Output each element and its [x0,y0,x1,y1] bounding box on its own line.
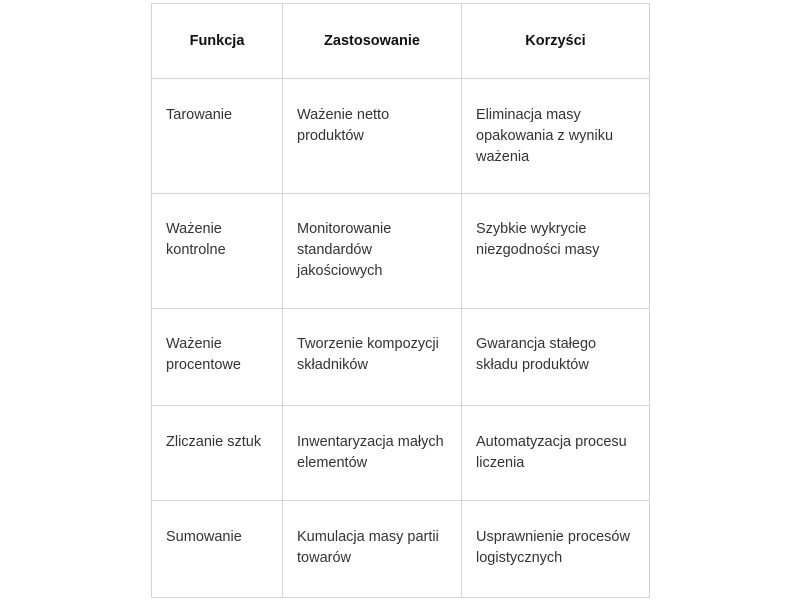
cell-function: Ważenie procentowe [152,309,283,406]
cell-function: Sumowanie [152,501,283,598]
cell-benefit: Automatyzacja procesu liczenia [462,406,650,501]
cell-application: Inwentaryzacja małych elementów [283,406,462,501]
cell-benefit: Eliminacja masy opakowania z wyniku ważenia [462,79,650,194]
cell-application: Ważenie netto produktów [283,79,462,194]
cell-function: Ważenie kontrolne [152,194,283,309]
table-row [152,309,650,406]
cell-application: Monitorowanie standardów jakościowych [283,194,462,309]
table-row [152,194,650,309]
cell-application: Kumulacja masy partii towarów [283,501,462,598]
cell-benefit: Szybkie wykrycie niezgodności masy [462,194,650,309]
table-row [152,406,650,501]
cell-benefit: Usprawnienie procesów logistycznych [462,501,650,598]
header-korzysci: Korzyści [462,4,650,79]
cell-function: Zliczanie sztuk [152,406,283,501]
cell-function: Tarowanie [152,79,283,194]
header-zastosowanie: Zastosowanie [283,4,462,79]
feature-table [151,3,650,598]
table-row [152,501,650,598]
header-funkcja: Funkcja [152,4,283,79]
table-header-row [152,4,650,79]
table-row [152,79,650,194]
cell-application: Tworzenie kompozycji składników [283,309,462,406]
cell-benefit: Gwarancja stałego składu produktów [462,309,650,406]
